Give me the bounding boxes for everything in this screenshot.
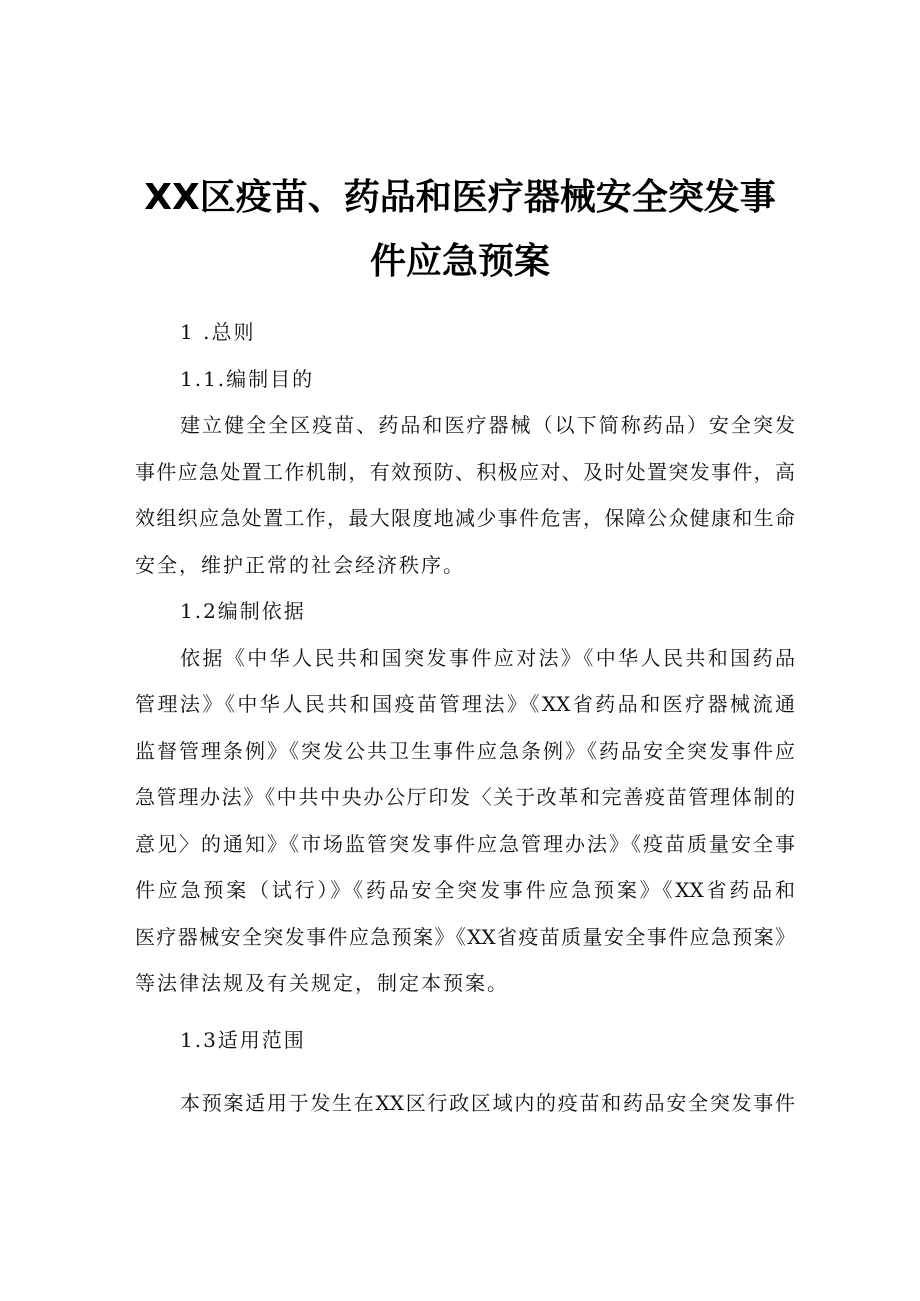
document-body	[135, 309, 795, 1126]
paragraph-line: 效组织应急处置工作，最大限度地减少事件危害，保障公众健康和生命	[135, 506, 795, 530]
paragraph-line: 意见〉的通知》《市场监管突发事件应急管理办法》《疫苗质量安全事	[135, 831, 795, 856]
paragraph-line: 安全，维护正常的社会经济秩序。	[135, 552, 465, 577]
paragraph-line: 件应急预案（试行）》《药品安全突发事件应急预案》《XX省药品和	[135, 878, 795, 902]
section-heading: 1.3适用范围	[180, 1027, 306, 1052]
paragraph-line: 本预案适用于发生在XX区行政区域内的疫苗和药品安全突发事件	[180, 1090, 795, 1115]
section-heading: 1 .总则	[180, 320, 256, 344]
paragraph-line: 医疗器械安全突发事件应急预案》《XX省疫苗质量安全事件应急预案》	[135, 924, 795, 949]
document-title	[0, 166, 920, 294]
paragraph-line: 管理法》《中华人民共和国疫苗管理法》《XX省药品和医疗器械流通	[135, 692, 795, 716]
paragraph	[135, 402, 795, 588]
paragraph-line: 事件应急处置工作机制，有效预防、积极应对、及时处置突发事件，高	[135, 459, 795, 484]
paragraph-line: 监督管理条例》《突发公共卫生事件应急条例》《药品安全突发事件应	[135, 738, 795, 763]
paragraph	[135, 635, 795, 1007]
paragraph-line: 建立健全全区疫苗、药品和医疗器械（以下简称药品）安全突发	[180, 413, 795, 437]
title-line: XX区疫苗、药品和医疗器械安全突发事	[144, 177, 776, 218]
paragraph	[135, 1080, 795, 1127]
title-line: 件应急预案	[369, 241, 550, 282]
section-heading: 1.1.编制目的	[180, 366, 315, 391]
paragraph-line: 急管理办法》《中共中央办公厅印发〈关于改革和完善疫苗管理体制的	[135, 785, 795, 809]
paragraph-line: 等法律法规及有关规定，制定本预案。	[135, 971, 509, 995]
paragraph-line: 依据《中华人民共和国突发事件应对法》《中华人民共和国药品	[180, 645, 795, 670]
section-heading: 1.2编制依据	[180, 599, 306, 623]
